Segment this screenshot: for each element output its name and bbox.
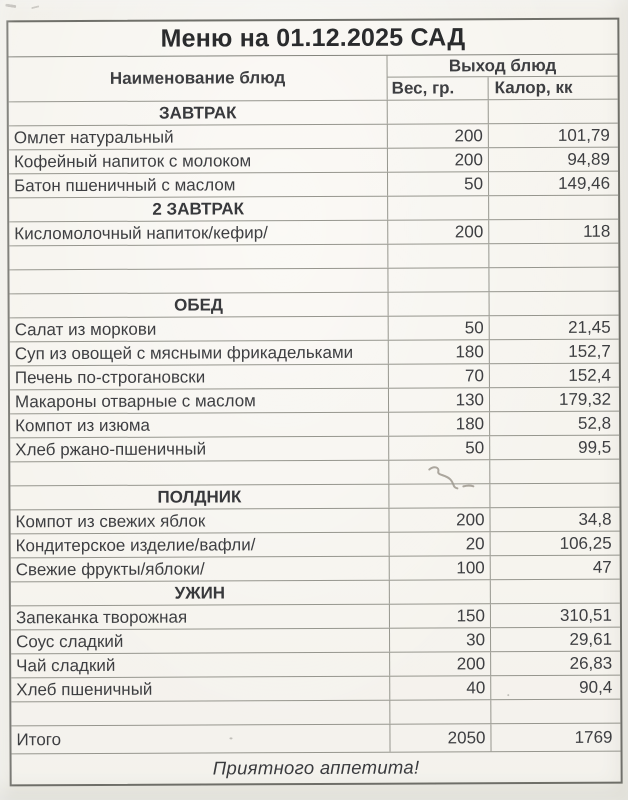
menu-rows bbox=[9, 99, 621, 754]
dish-calories: 29,61 bbox=[569, 629, 613, 649]
total-calories: 1769 bbox=[574, 727, 613, 747]
dish-weight: 200 bbox=[388, 148, 489, 171]
dish-calories: 90,4 bbox=[579, 677, 613, 697]
menu-item-row bbox=[10, 387, 619, 414]
section-label: ПОЛДНИК bbox=[10, 485, 389, 510]
dish-name: Макароны отварные с маслом bbox=[10, 389, 389, 414]
dish-weight: 50 bbox=[389, 316, 490, 339]
dish-calories: 152,4 bbox=[568, 365, 611, 385]
dish-weight: 200 bbox=[388, 124, 489, 147]
dish-calories: 26,83 bbox=[569, 653, 613, 673]
section-header-row bbox=[10, 483, 619, 510]
empty-row bbox=[9, 243, 618, 270]
dish-name: Суп из овощей с мясными фрикадельками bbox=[10, 341, 389, 366]
empty-cell bbox=[390, 580, 491, 603]
menu-item-row bbox=[11, 675, 620, 702]
dish-weight: 50 bbox=[389, 436, 490, 459]
dish-weight: 130 bbox=[389, 388, 490, 411]
dish-weight: 30 bbox=[390, 628, 491, 651]
empty-cell bbox=[490, 484, 619, 508]
dish-weight: 180 bbox=[389, 412, 490, 435]
dish-calories: 21,45 bbox=[568, 317, 611, 337]
empty-cell bbox=[390, 700, 491, 723]
column-header-output: Выход блюд bbox=[387, 55, 617, 78]
empty-cell bbox=[389, 460, 490, 483]
menu-item-row bbox=[10, 411, 619, 438]
menu-item-row bbox=[11, 603, 620, 630]
empty-cell bbox=[489, 100, 618, 124]
total-row bbox=[11, 723, 620, 754]
empty-cell bbox=[490, 460, 619, 484]
dish-name: Салат из моркови bbox=[10, 317, 389, 342]
dish-calories: 310,51 bbox=[559, 605, 612, 625]
column-header-name: Наименование блюд bbox=[9, 56, 388, 102]
empty-row bbox=[9, 267, 618, 294]
empty-cell bbox=[388, 196, 489, 219]
menu-item-row bbox=[11, 651, 620, 678]
dish-name: Кондитерское изделие/вафли/ bbox=[11, 533, 390, 558]
total-weight: 2050 bbox=[390, 724, 491, 751]
menu-table bbox=[6, 18, 622, 787]
dish-name: Омлет натуральный bbox=[9, 125, 388, 150]
footer-note: Приятного аппетита! bbox=[12, 751, 621, 785]
empty-row bbox=[10, 459, 619, 486]
dish-weight: 70 bbox=[389, 364, 490, 387]
column-header-weight: Вес, гр. bbox=[388, 77, 489, 99]
column-subheaders bbox=[388, 77, 618, 100]
dish-weight: 40 bbox=[390, 676, 491, 699]
dish-weight: 20 bbox=[390, 532, 491, 555]
dish-weight: 50 bbox=[388, 172, 489, 195]
column-header-calories: Калор, кк bbox=[494, 77, 573, 98]
dish-calories: 52,8 bbox=[577, 413, 612, 433]
section-header-row bbox=[9, 99, 618, 126]
menu-item-row bbox=[10, 363, 619, 390]
dish-name: Батон пшеничный с маслом bbox=[9, 173, 388, 198]
menu-item-row bbox=[10, 339, 619, 366]
empty-cell bbox=[388, 244, 489, 267]
dish-name: Компот из изюма bbox=[10, 413, 389, 438]
section-label: ЗАВТРАК bbox=[9, 101, 388, 126]
dish-name: Хлеб пшеничный bbox=[11, 677, 390, 702]
dish-name: Хлеб ржано-пшеничный bbox=[10, 437, 389, 462]
menu-item-row bbox=[9, 219, 618, 246]
dish-calories: 118 bbox=[583, 221, 611, 241]
dish-name: Свежие фрукты/яблоки/ bbox=[11, 557, 390, 582]
section-header-row bbox=[11, 579, 620, 606]
dish-calories: 152,7 bbox=[568, 341, 611, 361]
menu-item-row bbox=[9, 171, 618, 198]
menu-item-row bbox=[10, 435, 619, 462]
section-header-row bbox=[9, 195, 618, 222]
dish-calories: 34,8 bbox=[578, 509, 612, 529]
dish-weight: 200 bbox=[389, 508, 490, 531]
menu-item-row bbox=[11, 531, 620, 558]
menu-item-row bbox=[9, 123, 618, 150]
empty-cell bbox=[491, 700, 620, 724]
section-header-row bbox=[10, 291, 619, 318]
menu-item-row bbox=[9, 147, 618, 174]
menu-title: Меню на 01.12.2025 САД bbox=[8, 20, 617, 58]
dish-calories: 47 bbox=[592, 557, 612, 577]
empty-row bbox=[11, 699, 620, 726]
dish-name: Компот из свежих яблок bbox=[10, 509, 389, 534]
dish-weight: 150 bbox=[390, 604, 491, 627]
menu-item-row bbox=[11, 555, 620, 582]
dish-name: Печень по-строгановски bbox=[10, 365, 389, 390]
dish-calories: 179,32 bbox=[558, 389, 612, 409]
total-label: Итого bbox=[11, 725, 390, 754]
empty-cell bbox=[489, 196, 618, 220]
dish-calories: 94,89 bbox=[567, 149, 610, 169]
column-header-output-group bbox=[387, 55, 617, 100]
empty-cell bbox=[389, 484, 490, 507]
empty-cell bbox=[490, 292, 619, 316]
empty-cell bbox=[388, 100, 489, 123]
dish-calories: 149,46 bbox=[558, 173, 611, 193]
dish-calories: 99,5 bbox=[578, 437, 612, 457]
dish-calories: 106,25 bbox=[559, 533, 612, 553]
empty-cell bbox=[491, 580, 620, 604]
section-label: УЖИН bbox=[11, 581, 390, 606]
empty-cell bbox=[388, 268, 489, 291]
empty-cell bbox=[489, 244, 618, 268]
empty-cell bbox=[9, 269, 388, 294]
dish-weight: 180 bbox=[389, 340, 490, 363]
empty-cell bbox=[489, 268, 618, 292]
dish-weight: 200 bbox=[388, 220, 489, 243]
menu-item-row bbox=[11, 627, 620, 654]
section-label: ОБЕД bbox=[10, 293, 389, 318]
empty-cell bbox=[9, 245, 388, 270]
pencil-mark bbox=[31, 5, 39, 9]
empty-cell bbox=[11, 701, 390, 726]
section-label: 2 ЗАВТРАК bbox=[9, 197, 388, 222]
dish-name: Запеканка творожная bbox=[11, 605, 390, 630]
dish-name: Кисломолочный напиток/кефир/ bbox=[9, 221, 388, 246]
empty-cell bbox=[389, 292, 490, 315]
pencil-mark bbox=[5, 4, 16, 9]
dish-weight: 200 bbox=[390, 652, 491, 675]
menu-item-row bbox=[10, 315, 619, 342]
menu-item-row bbox=[10, 507, 619, 534]
dish-calories: 101,79 bbox=[557, 125, 610, 145]
dish-weight: 100 bbox=[390, 556, 491, 579]
dish-name: Чай сладкий bbox=[11, 653, 390, 678]
table-header bbox=[9, 55, 618, 102]
empty-cell bbox=[10, 461, 389, 486]
dish-name: Кофейный напиток с молоком bbox=[9, 149, 388, 174]
dish-name: Соус сладкий bbox=[11, 629, 390, 654]
